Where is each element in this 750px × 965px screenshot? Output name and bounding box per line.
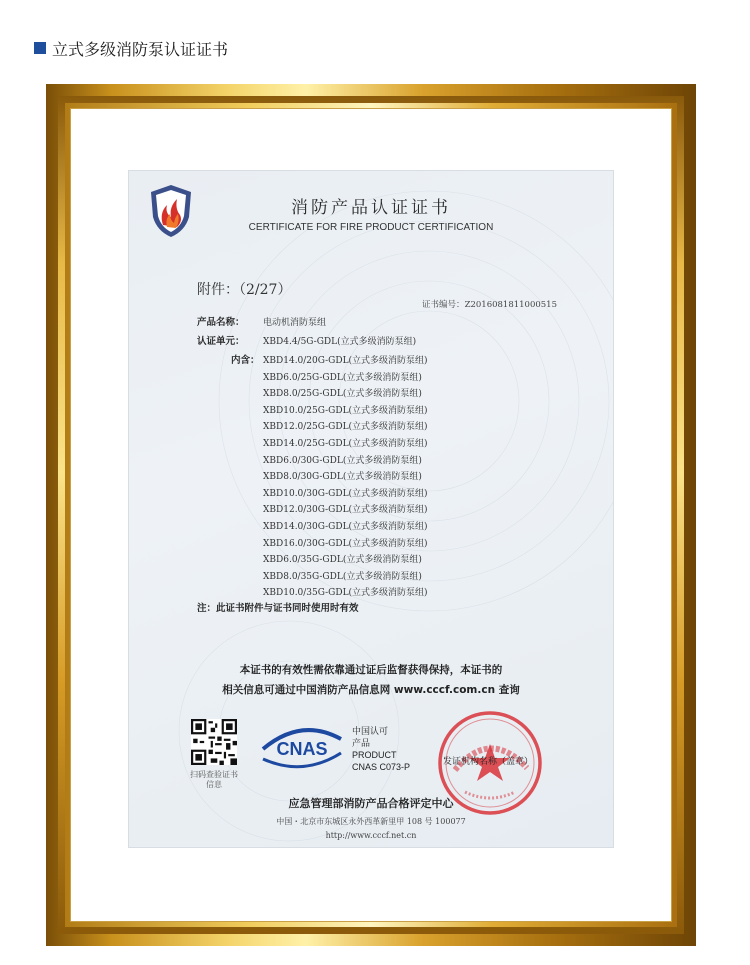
issuing-organization: 应急管理部消防产品合格评定中心 — [288, 797, 454, 810]
certificate-title: 消防产品认证证书 — [291, 198, 451, 218]
certificate-subtitle: CERTIFICATE FOR FIRE PRODUCT CERTIFICATION — [248, 222, 494, 233]
model-item: XBD14.0/20G-GDL(立式多级消防泵组) — [263, 356, 428, 366]
model-item: XBD14.0/30G-GDL(立式多级消防泵组) — [263, 522, 428, 532]
model-item: XBD8.0/30G-GDL(立式多级消防泵组) — [263, 472, 422, 483]
model-item: XBD8.0/25G-GDL(立式多级消防泵组) — [263, 389, 422, 400]
model-item: XBD6.0/35G-GDL(立式多级消防泵组) — [263, 555, 422, 566]
cnas-logo-text: CNAS — [276, 739, 328, 759]
cert-unit-label: 认证单元： — [197, 336, 245, 347]
model-item: XBD10.0/25G-GDL(立式多级消防泵组) — [263, 405, 428, 416]
certificate-number: 证书编号：Z2016081811000515 — [422, 300, 557, 310]
cnas-accreditation-text: 中国认可 产品 PRODUCT CNAS C073-P — [352, 726, 411, 772]
model-item: XBD6.0/25G-GDL(立式多级消防泵组) — [263, 372, 422, 383]
model-item: XBD16.0/30G-GDL(立式多级消防泵组) — [263, 538, 428, 549]
qr-code — [191, 719, 237, 765]
attachment-number: 附件：（2/27） — [197, 282, 292, 298]
heading-marker-icon — [34, 42, 46, 54]
organization-url: http://www.cccf.net.cn — [325, 831, 417, 840]
model-item: XBD10.0/35G-GDL(立式多级消防泵组) — [263, 588, 428, 599]
certificate-document — [129, 171, 613, 847]
model-item: XBD10.0/30G-GDL(立式多级消防泵组) — [263, 488, 428, 499]
includes-label: 内含： — [231, 355, 260, 366]
cert-unit-value: XBD4.4/5G-GDL(立式多级消防泵组) — [263, 337, 417, 347]
cnas-logo-icon — [257, 719, 347, 775]
model-item: XBD14.0/25G-GDL(立式多级消防泵组) — [263, 439, 428, 449]
qr-label: 扫码查验证书信息 — [190, 770, 238, 789]
product-name-label: 产品名称： — [197, 317, 245, 328]
validity-text-line2: 相关信息可通过中国消防产品信息网 www.cccf.com.cn 查询 — [222, 684, 520, 696]
model-item: XBD8.0/35G-GDL(立式多级消防泵组) — [263, 571, 422, 582]
validity-note: 注：此证书附件与证书同时使用时有效 — [197, 603, 359, 614]
model-item: XBD6.0/30G-GDL(立式多级消防泵组) — [263, 455, 422, 466]
model-item: XBD12.0/30G-GDL(立式多级消防泵组) — [263, 505, 428, 516]
validity-text-line1: 本证书的有效性需依靠通过证后监督获得保持，本证书的 — [239, 664, 503, 676]
issuer-signature-line: 发证机构名称（盖章） — [443, 757, 534, 767]
product-name-value: 电动机消防泵组 — [263, 318, 327, 328]
heading-title: 立式多级消防泵认证证书 — [52, 39, 229, 59]
organization-address: 中国・北京市东城区永外西革新里甲 108 号 100077 — [276, 817, 466, 826]
model-item: XBD12.0/25G-GDL(立式多级消防泵组) — [263, 422, 428, 433]
section-heading — [34, 38, 228, 58]
